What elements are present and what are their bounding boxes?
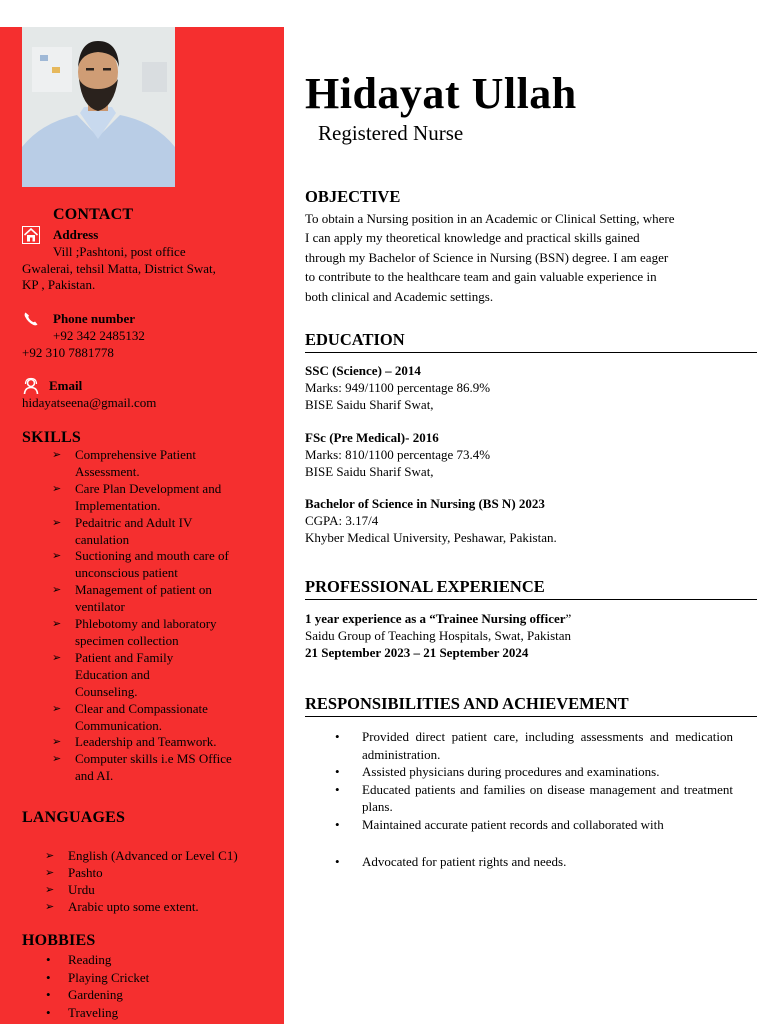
phone-number-1: +92 342 2485132	[53, 328, 145, 343]
education-entry	[305, 495, 757, 546]
objective-line: to contribute to the healthcare team and gain valuable experience in	[305, 269, 657, 285]
hobby-item: • Traveling	[46, 1004, 276, 1022]
skill-item: ➢ Phlebotomy and laboratory specimen collection	[52, 616, 280, 650]
skill-item: ➢ Clear and Compassionate Communication.	[52, 701, 280, 735]
responsibility-item: • Educated patients and families on disease management and treatment plans.	[335, 781, 733, 816]
objective-heading: OBJECTIVE	[305, 187, 401, 206]
skill-item: ➢ Suctioning and mouth care of unconscious patient	[52, 548, 280, 582]
email-address: hidayatseena@gmail.com	[22, 395, 157, 410]
profile-photo	[22, 27, 175, 187]
education-title: Bachelor of Science in Nursing (BS N) 2023	[305, 496, 545, 511]
responsibility-item: • Advocated for patient rights and needs.	[335, 853, 733, 871]
objective-line: I can apply my theoretical knowledge and practical skills gained	[305, 230, 640, 246]
hobby-item: • Reading	[46, 951, 276, 969]
hobby-item: • Playing Cricket	[46, 969, 276, 987]
responsibilities-heading: RESPONSIBILITIES AND ACHIEVEMENT	[305, 694, 757, 717]
contact-person-icon	[22, 377, 40, 395]
responsibilities-list	[335, 728, 733, 870]
education-board: BISE Saidu Sharif Swat,	[305, 397, 434, 412]
education-board: Khyber Medical University, Peshawar, Pakistan.	[305, 530, 557, 545]
skill-item: ➢ Leadership and Teamwork.	[52, 734, 280, 751]
language-item: ➢ Arabic upto some extent.	[45, 899, 280, 916]
experience-role: 1 year experience as a “Trainee Nursing officer”	[305, 611, 572, 626]
experience-dates: 21 September 2023 – 21 September 2024	[305, 645, 529, 660]
address-label: Address	[53, 227, 99, 242]
objective-text	[305, 209, 757, 306]
profile-photo-image	[22, 27, 175, 187]
languages-heading: LANGUAGES	[22, 809, 126, 826]
education-entry	[305, 362, 757, 413]
education-heading: EDUCATION	[305, 330, 757, 353]
skill-item: ➢ Pedaitric and Adult IV canulation	[52, 515, 280, 549]
language-item: ➢ Pashto	[45, 865, 280, 882]
skills-heading: SKILLS	[22, 429, 82, 446]
home-icon	[22, 226, 40, 244]
objective-line: through my Bachelor of Science in Nursing (BSN) degree. I am eager	[305, 249, 669, 265]
education-marks: CGPA: 3.17/4	[305, 513, 379, 528]
education-marks: Marks: 810/1100 percentage 73.4%	[305, 447, 491, 462]
responsibility-item: • Maintained accurate patient records and collaborated with	[335, 816, 733, 834]
responsibilities-list-container	[335, 728, 733, 870]
education-title: SSC (Science) – 2014	[305, 363, 421, 378]
experience-heading: PROFESSIONAL EXPERIENCE	[305, 577, 757, 600]
objective-line: both clinical and Academic settings.	[305, 288, 494, 304]
hobbies-heading: HOBBIES	[22, 932, 96, 949]
email-label: Email	[49, 378, 83, 393]
skill-item: ➢ Patient and Family Education and Counseling.	[52, 650, 280, 701]
objective-line: To obtain a Nursing position in an Academic or Clinical Setting, where	[305, 211, 675, 226]
hobby-item: • Gardening	[46, 986, 276, 1004]
experience-entry	[305, 610, 757, 661]
address-line-3: KP , Pakistan.	[22, 277, 96, 292]
skill-item: ➢ Comprehensive Patient Assessment.	[52, 447, 280, 481]
skills-list	[52, 447, 280, 785]
education-entry	[305, 429, 757, 480]
phone-number-2: +92 310 7881778	[22, 345, 114, 360]
education-board: BISE Saidu Sharif Swat,	[305, 464, 434, 479]
address-line-1: Vill ;Pashtoni, post office	[53, 244, 186, 259]
phone-icon	[22, 310, 40, 328]
skill-item: ➢ Computer skills i.e MS Office and AI.	[52, 751, 280, 785]
skill-item: ➢ Care Plan Development and Implementation.	[52, 481, 280, 515]
responsibility-item: • Assisted physicians during procedures and examinations.	[335, 763, 733, 781]
candidate-title: Registered Nurse	[318, 121, 464, 145]
education-marks: Marks: 949/1100 percentage 86.9%	[305, 380, 491, 395]
experience-org: Saidu Group of Teaching Hospitals, Swat, Pakistan	[305, 628, 572, 643]
phone-label: Phone number	[53, 311, 135, 326]
languages-list	[45, 848, 280, 916]
skills-list-container	[52, 447, 280, 785]
language-item: ➢ Urdu	[45, 882, 280, 899]
languages-list-container	[45, 848, 280, 916]
language-item: ➢ English (Advanced or Level C1)	[45, 848, 280, 865]
responsibility-item: • Provided direct patient care, including assessments and medication administration.	[335, 728, 733, 763]
hobbies-list-container	[46, 951, 276, 1021]
contact-heading: CONTACT	[53, 206, 134, 223]
education-title: FSc (Pre Medical)- 2016	[305, 430, 439, 445]
skill-item: ➢ Management of patient on ventilator	[52, 582, 280, 616]
candidate-name: Hidayat Ullah	[305, 69, 577, 118]
hobbies-list	[46, 951, 276, 1021]
address-line-2: Gwalerai, tehsil Matta, District Swat,	[22, 261, 216, 276]
